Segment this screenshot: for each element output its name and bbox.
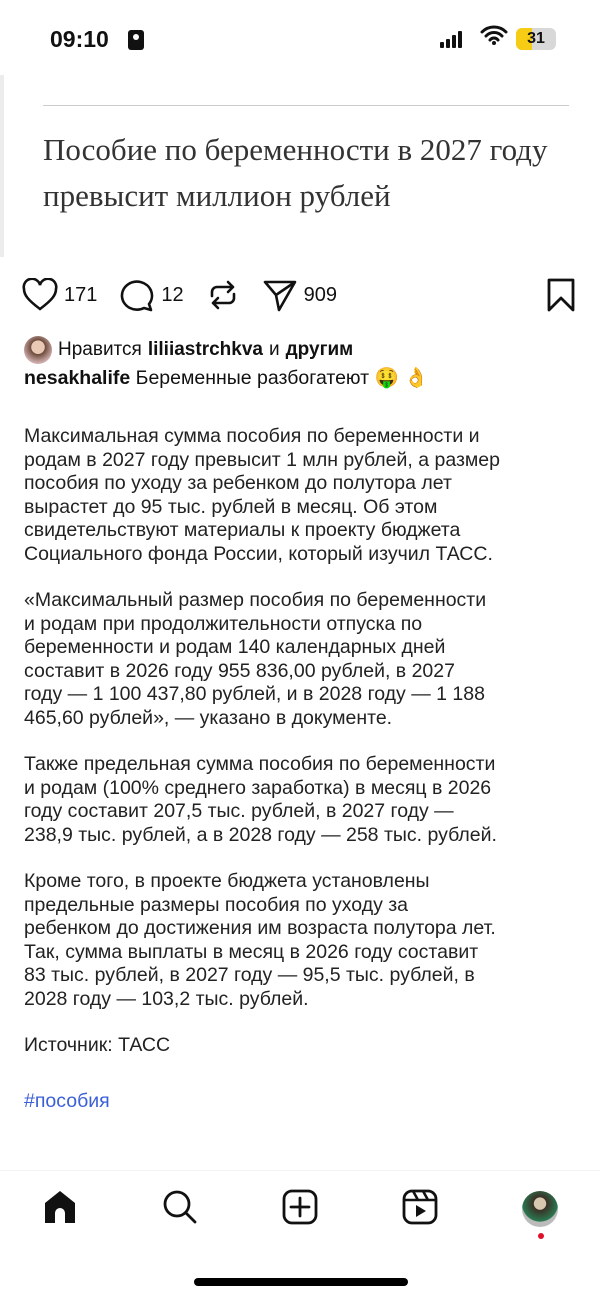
home-indicator[interactable] (194, 1278, 408, 1286)
author-username[interactable]: nesakhalife (24, 367, 131, 389)
liked-by-and: и (268, 339, 280, 360)
heart-icon (22, 278, 58, 312)
liked-by[interactable] (24, 336, 353, 364)
reels-icon (402, 1189, 438, 1225)
save-button[interactable] (546, 278, 576, 317)
text-line: ребенком до достижения им возраста полутора лет. (24, 917, 496, 939)
text-line: 238,9 тыс. рублей, а в 2028 году — 258 тыс. рублей. (24, 823, 497, 846)
profile-avatar (522, 1191, 558, 1227)
signal-icon (440, 30, 462, 48)
text-line: «Максимальный размер пособия по беременности (24, 589, 487, 611)
text-line: свидетельствуют материалы к проекту бюджета (24, 519, 461, 541)
caption (24, 366, 428, 390)
text-line: Источник: ТАСС (24, 1034, 171, 1056)
liked-by-prefix: Нравится (58, 339, 142, 360)
post-actions (22, 276, 578, 314)
bottom-nav (0, 1170, 600, 1240)
nav-reels[interactable] (402, 1189, 438, 1230)
comment-icon (119, 278, 155, 312)
bookmark-icon (546, 278, 576, 312)
text-line: и родам при продолжительности отпуска по (24, 612, 423, 635)
post-image[interactable] (0, 75, 600, 257)
text-line: беременности и родам 140 календарных дней (24, 636, 446, 658)
like-count: 171 (64, 283, 98, 306)
battery-icon (516, 28, 556, 50)
paragraph (24, 425, 584, 566)
comment-button[interactable] (119, 278, 183, 312)
liker-avatar (24, 336, 52, 364)
share-button[interactable] (262, 278, 337, 312)
share-count: 909 (303, 283, 337, 306)
caption-text: Беременные разбогатеют 🤑 👌 (135, 367, 429, 389)
nav-search[interactable] (162, 1189, 198, 1230)
liker-username[interactable]: liliiastrchkva (147, 339, 263, 360)
plus-square-icon (282, 1189, 318, 1225)
send-icon (262, 278, 298, 312)
home-icon (42, 1189, 78, 1225)
battery-level: 31 (527, 30, 545, 47)
text-line: 83 тыс. рублей, в 2027 году — 95,5 тыс. рублей, в (24, 964, 475, 986)
wifi-icon (480, 24, 508, 52)
repost-icon (206, 278, 240, 312)
search-icon (162, 1189, 198, 1225)
text-line: году — 1 100 437,80 рублей, и в 2028 году — 1 188 (24, 683, 485, 705)
like-button[interactable] (22, 278, 97, 312)
text-line: составит в 2026 году 955 836,00 рублей, в 2027 (24, 659, 455, 682)
text-line: 465,60 рублей», — указано в документе. (24, 706, 393, 729)
paragraph (24, 753, 584, 847)
text-line: вырастет до 95 тыс. рублей в месяц. Об этом (24, 495, 438, 518)
divider (43, 105, 569, 106)
status-bar (0, 0, 600, 75)
paragraph (24, 589, 584, 730)
nav-home[interactable] (42, 1189, 78, 1230)
text-line: пособия по уходу за ребенком до полутора лет (24, 472, 452, 494)
text-line: Максимальная сумма пособия по беременности и (24, 425, 480, 447)
paragraph (24, 1034, 584, 1058)
contact-card-icon (128, 30, 144, 50)
nav-create[interactable] (282, 1189, 318, 1230)
notification-dot (538, 1233, 544, 1239)
hashtag-link[interactable]: #пособия (24, 1089, 110, 1112)
text-line: предельные размеры пособия по уходу за (24, 893, 409, 916)
text-line: Также предельная сумма пособия по беременности (24, 753, 496, 775)
nav-profile[interactable] (522, 1191, 558, 1227)
text-line: Кроме того, в проекте бюджета установлены (24, 870, 430, 892)
repost-button[interactable] (206, 278, 240, 312)
post-body (24, 425, 584, 1113)
text-line: родам в 2027 году превысит 1 млн рублей, а размер (24, 448, 500, 471)
text-line: 2028 году — 103,2 тыс. рублей. (24, 987, 309, 1010)
text-line: Социального фонда России, который изучил ТАСС. (24, 542, 493, 565)
clock: 09:10 (50, 26, 109, 52)
text-line: году составит 207,5 тыс. рублей, в 2027 году — (24, 800, 454, 822)
article-title: Пособие по беременности в 2027 году превысит миллион рублей (43, 132, 548, 213)
text-line: и родам (100% среднего заработка) в месяц в 2026 (24, 776, 492, 799)
paragraph (24, 870, 584, 1011)
text-line: Так, сумма выплаты в месяц в 2026 году составит (24, 940, 479, 963)
liked-by-others[interactable]: другим (285, 339, 354, 360)
comment-count: 12 (161, 283, 184, 306)
